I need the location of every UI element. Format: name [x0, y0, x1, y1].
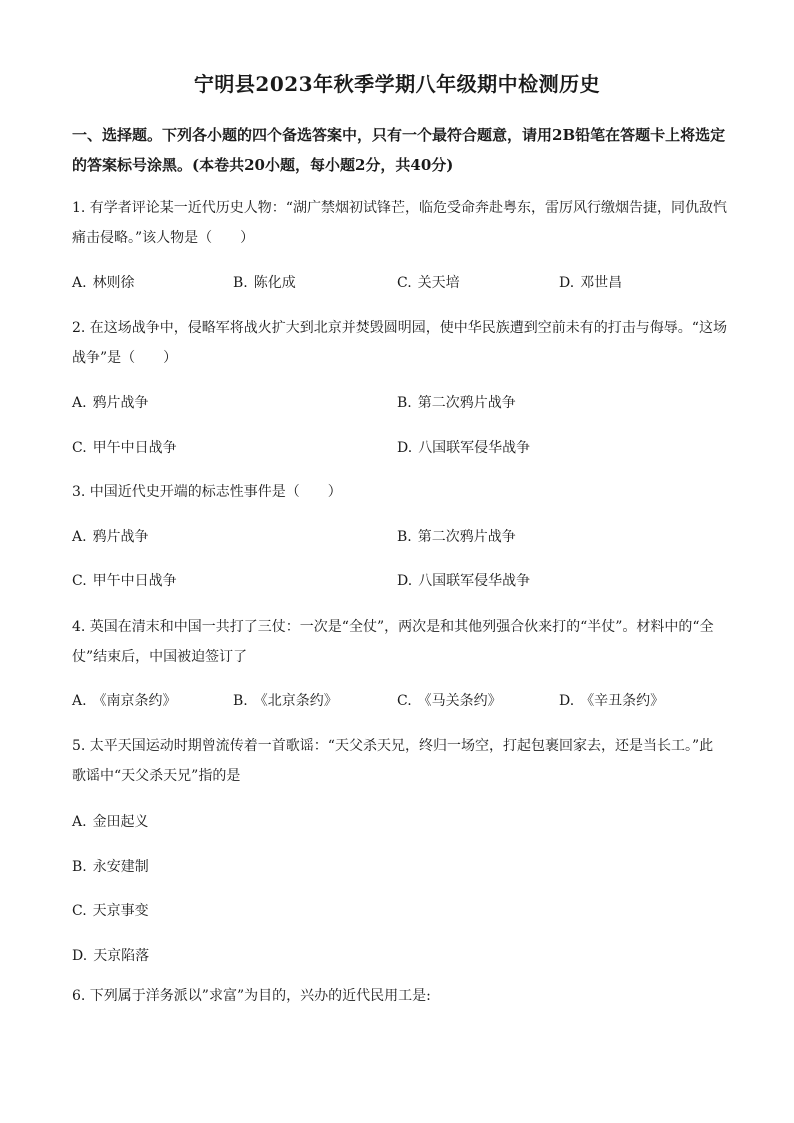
q3-option-c: C. 甲午中日战争 [72, 573, 177, 589]
q4-option-c: C. 《马关条约》 [397, 693, 502, 709]
page-title: 宁明县2023年秋季学期八年级期中检测历史 [193, 72, 601, 96]
q2-option-c: C. 甲午中日战争 [72, 440, 177, 456]
question-5-stem: 5. 太平天国运动时期曾流传着一首歌谣：“天父杀天兄，终归一场空，打起包裹回家去，还是当长工。”此歌谣中“天父杀天兄”指的是 [72, 738, 714, 784]
section-instructions: 一、选择题。下列各小题的四个备选答案中，只有一个最符合题意，请用2B铅笔在答题卡上将选定的答案标号涂黑。(本卷共20小题，每小题2分，共40分) [72, 126, 726, 174]
q1-option-d: D. 邓世昌 [559, 275, 623, 291]
q5-option-d: D. 天京陷落 [72, 948, 150, 964]
q5-option-b: B. 永安建制 [72, 859, 149, 875]
q3-option-d: D. 八国联军侵华战争 [397, 573, 531, 589]
q5-option-c: C. 天京事变 [72, 903, 149, 919]
q3-option-a: A. 鸦片战争 [72, 529, 149, 545]
question-4-stem: 4. 英国在清末和中国一共打了三仗：一次是“全仗”，两次是和其他列强合伙来打的“半仗”。材料中的“全仗”结束后，中国被迫签订了 [72, 619, 714, 665]
q5-option-a: A. 金田起义 [72, 814, 149, 830]
question-2-stem: 2. 在这场战争中，侵略军将战火扩大到北京并焚毁圆明园，使中华民族遭到空前未有的打击与侮辱。“这场战争”是（ ） [72, 320, 727, 366]
q2-option-d: D. 八国联军侵华战争 [397, 440, 531, 456]
q2-option-a: A. 鸦片战争 [72, 395, 149, 411]
q4-option-b: B. 《北京条约》 [233, 693, 338, 709]
q1-option-b: B. 陈化成 [233, 275, 296, 291]
question-1-stem: 1. 有学者评论某一近代历史人物：“湖广禁烟初试锋芒，临危受命奔赴粤东，雷厉风行缴烟告捷，同仇敌忾痛击侵略。”该人物是（ ） [72, 200, 727, 246]
q1-option-c: C. 关天培 [397, 275, 460, 291]
q1-option-a: A. 林则徐 [72, 275, 135, 291]
q4-option-d: D. 《辛丑条约》 [559, 693, 665, 709]
q3-option-b: B. 第二次鸦片战争 [397, 529, 516, 545]
question-6-stem: 6. 下列属于洋务派以”求富”为目的，兴办的近代民用工是: [72, 988, 431, 1004]
q2-option-b: B. 第二次鸦片战争 [397, 395, 516, 411]
question-3-stem: 3. 中国近代史开端的标志性事件是（ ） [72, 484, 342, 500]
q4-option-a: A. 《南京条约》 [72, 693, 177, 709]
